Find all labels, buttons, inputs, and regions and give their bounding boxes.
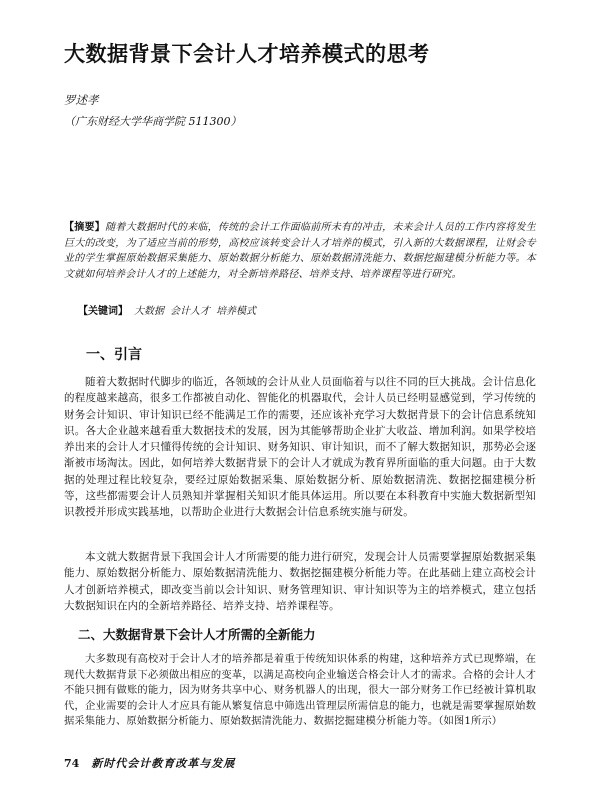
abstract-label: 【摘要】 [64,222,106,233]
page-footer [64,756,235,772]
journal-name: 新时代会计教育改革与发展 [91,757,236,770]
keywords [78,304,256,319]
keyword: 会计人才 [170,306,210,317]
keyword: 培养模式 [216,306,256,317]
keywords-label: 【关键词】 [78,306,128,317]
abstract-text: 随着大数据时代的来临，传统的会计工作面临前所未有的冲击，未来会计人员的工作内容将发生巨大的改变，为了适应当前的形势，高校应该转变会计人才培养的模式，引入新的大数据课程，让财会专业的学生掌握原始数据采集能力、原始数据分析能力、原始数据清洗能力、数据挖掘建模分析能力等。本文就如何培养会计人才的上述能力，对全新培养路径、培养支持、培养课程等进行研究。 [64,222,536,280]
keyword: 大数据 [134,306,164,317]
section-heading: 二、大数据背景下会计人才所需的全新能力 [78,627,316,642]
body-paragraph: 大多数现有高校对于会计人才的培养都是着重于传统知识体系的构建，这种培养方式已现弊端，在现代大数据背景下必须做出相应的变革，以满足高校向企业输送合格会计人才的需求。合格的会计人才不能只拥有做账的能力，因为财务共享中心、财务机器人的出现，很大一部分财务工作已经被计算机取代，企业需要的会计人才应具有能从繁复信息中筛选出管理层所需信息的能力，也就是需要掌握原始数据采集能力、原始数据分析能力、原始数据清洗能力、数据挖掘建模分析能力等。（如图1所示） [64,653,536,728]
section-heading: 一、引言 [86,347,142,363]
article-title: 大数据背景下会计人才培养模式的思考 [64,42,430,66]
author-affiliation: （广东财经大学华商学院 511300） [64,115,242,128]
author-name: 罗述孝 [64,93,99,107]
page-number: 74 [64,757,80,770]
body-paragraph: 随着大数据时代脚步的临近，各领域的会计从业人员面临着与以往不同的巨大挑战。会计信息化的程度越来越高，很多工作都被自动化、智能化的机器取代，会计人员已经明显感觉到，学习传统的财务会计知识、审计知识已经不能满足工作的需要，还应该补充学习大数据背景下的会计信息系统知识。各大企业越来越看重大数据技术的发展，因为其能够帮助企业扩大收益、增加利润。如果学校培养出来的会计人才只懂得传统的会计知识、财务知识、审计知识，而不了解大数据知识，那势必会逐渐被市场淘汰。因此，如何培养大数据背景下的会计人才就成为教育界所面临的重大问题。由于大数据的处理过程比较复杂，要经过原始数据采集、原始数据分析、原始数据清洗、数据挖掘建模分析等，这些都需要会计人员熟知并掌握相关知识才能具体运用。所以要在本科教育中实施大数据新型知识教授并形成实践基地，以帮助企业进行大数据会计信息系统实施与研发。 [64,376,536,519]
abstract [64,220,536,282]
body-paragraph: 本文就大数据背景下我国会计人才所需要的能力进行研究，发现会计人员需要掌握原始数据采集能力、原始数据分析能力、原始数据清洗能力、数据挖掘建模分析能力等。在此基础上建立高校会计人才创新培养模式，即改变当前以会计知识、财务管理知识、审计知识等为主的培养模式，建立包括大数据知识在内的全新培养路径、培养支持、培养课程等。 [64,551,536,612]
